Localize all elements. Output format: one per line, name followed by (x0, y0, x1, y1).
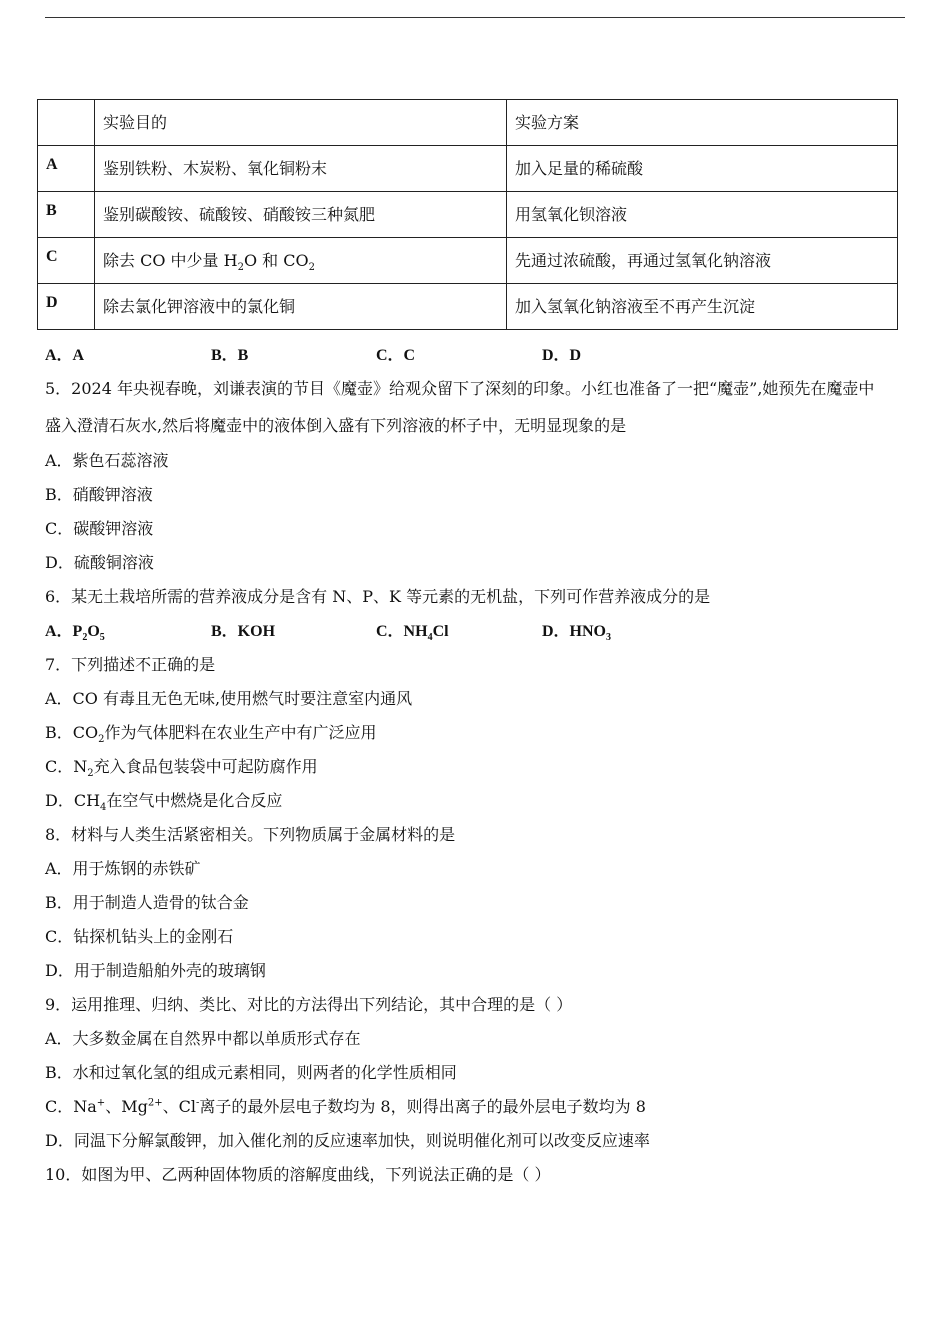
row-label: C (38, 238, 95, 284)
q7-stem: 7．下列描述不正确的是 (45, 655, 216, 674)
row-label: D (38, 284, 95, 330)
row-label: B (38, 192, 95, 238)
q5-option-a: A．紫色石蕊溶液 (45, 451, 169, 470)
row-purpose: 除去 CO 中少量 $H_2O$ 和 $CO_2$ (95, 238, 507, 284)
q9-option-b: B．水和过氧化氢的组成元素相同，则两者的化学性质相同 (45, 1063, 457, 1082)
table-row (38, 284, 898, 330)
q8-option-d: D．用于制造船舶外壳的玻璃钢 (45, 961, 266, 980)
q10-stem: 10．如图为甲、乙两种固体物质的溶解度曲线，下列说法正确的是（ ） (45, 1165, 551, 1184)
q7-option-b: B．$CO_2$作为气体肥料在农业生产中有广泛应用 (45, 723, 377, 746)
row-purpose: 除去氯化钾溶液中的氯化铜 (95, 284, 507, 330)
experiment-table (37, 99, 898, 330)
row-plan: 加入足量的稀硫酸 (507, 146, 898, 192)
q7-option-a: A．CO 有毒且无色无味,使用燃气时要注意室内通风 (45, 689, 413, 708)
q7-option-d: D．$CH_4$在空气中燃烧是化合反应 (45, 791, 283, 814)
q4-option-c: C．C (376, 347, 416, 364)
row-purpose: 鉴别碳酸铵、硫酸铵、硝酸铵三种氮肥 (95, 192, 507, 238)
row-plan: 加入氢氧化钠溶液至不再产生沉淀 (507, 284, 898, 330)
header-cell-plan: 实验方案 (507, 100, 898, 146)
q9-stem: 9．运用推理、归纳、类比、对比的方法得出下列结论，其中合理的是（ ） (45, 995, 573, 1014)
q5-option-b: B．硝酸钾溶液 (45, 485, 153, 504)
row-plan: 先通过浓硫酸，再通过氢氧化钠溶液 (507, 238, 898, 284)
q6-option-a: A．$P_2O_5$ (45, 623, 105, 644)
q9-option-a: A．大多数金属在自然界中都以单质形式存在 (45, 1029, 361, 1048)
q5-stem-line2: 盛入澄清石灰水,然后将魔壶中的液体倒入盛有下列溶液的杯子中，无明显现象的是 (45, 416, 627, 435)
table-row (38, 238, 898, 284)
header-rule (45, 17, 905, 18)
q6-option-d: D．$HNO_3$ (542, 623, 612, 644)
q5-option-d: D．硫酸铜溶液 (45, 553, 154, 572)
q8-option-b: B．用于制造人造骨的钛合金 (45, 893, 249, 912)
table-row (38, 192, 898, 238)
q9-option-c: C．Na+、$Mg^{2+}$、Cl-离子的最外层电子数均为 8，则得出离子的最外层电子数均为 8 (45, 1097, 646, 1116)
table-row (38, 146, 898, 192)
header-cell-purpose: 实验目的 (95, 100, 507, 146)
q4-option-b: B．B (211, 347, 249, 364)
q4-option-a: A．A (45, 347, 85, 364)
q6-stem: 6．某无土栽培所需的营养液成分是含有 N、P、K 等元素的无机盐，下列可作营养液成分的是 (45, 587, 711, 606)
q9-option-d: D．同温下分解氯酸钾，加入催化剂的反应速率加快，则说明催化剂可以改变反应速率 (45, 1131, 650, 1150)
header-cell-label (38, 100, 95, 146)
q6-option-b: B．KOH (211, 623, 276, 640)
table-header-row (38, 100, 898, 146)
q8-stem: 8．材料与人类生活紧密相关。下列物质属于金属材料的是 (45, 825, 456, 844)
row-plan: 用氢氧化钡溶液 (507, 192, 898, 238)
q7-option-c: C．$N_2$充入食品包装袋中可起防腐作用 (45, 757, 318, 780)
q4-option-d: D．D (542, 347, 582, 364)
q8-option-c: C．钻探机钻头上的金刚石 (45, 927, 234, 946)
row-purpose: 鉴别铁粉、木炭粉、氧化铜粉末 (95, 146, 507, 192)
q8-option-a: A．用于炼钢的赤铁矿 (45, 859, 201, 878)
q6-option-c: C．$NH_4Cl$ (376, 623, 449, 644)
row-label: A (38, 146, 95, 192)
q5-stem-line1: 5．2024 年央视春晚，刘谦表演的节目《魔壶》给观众留下了深刻的印象。小红也准备了一把“魔壶”,她预先在魔壶中 (45, 379, 875, 398)
q5-option-c: C．碳酸钾溶液 (45, 519, 154, 538)
